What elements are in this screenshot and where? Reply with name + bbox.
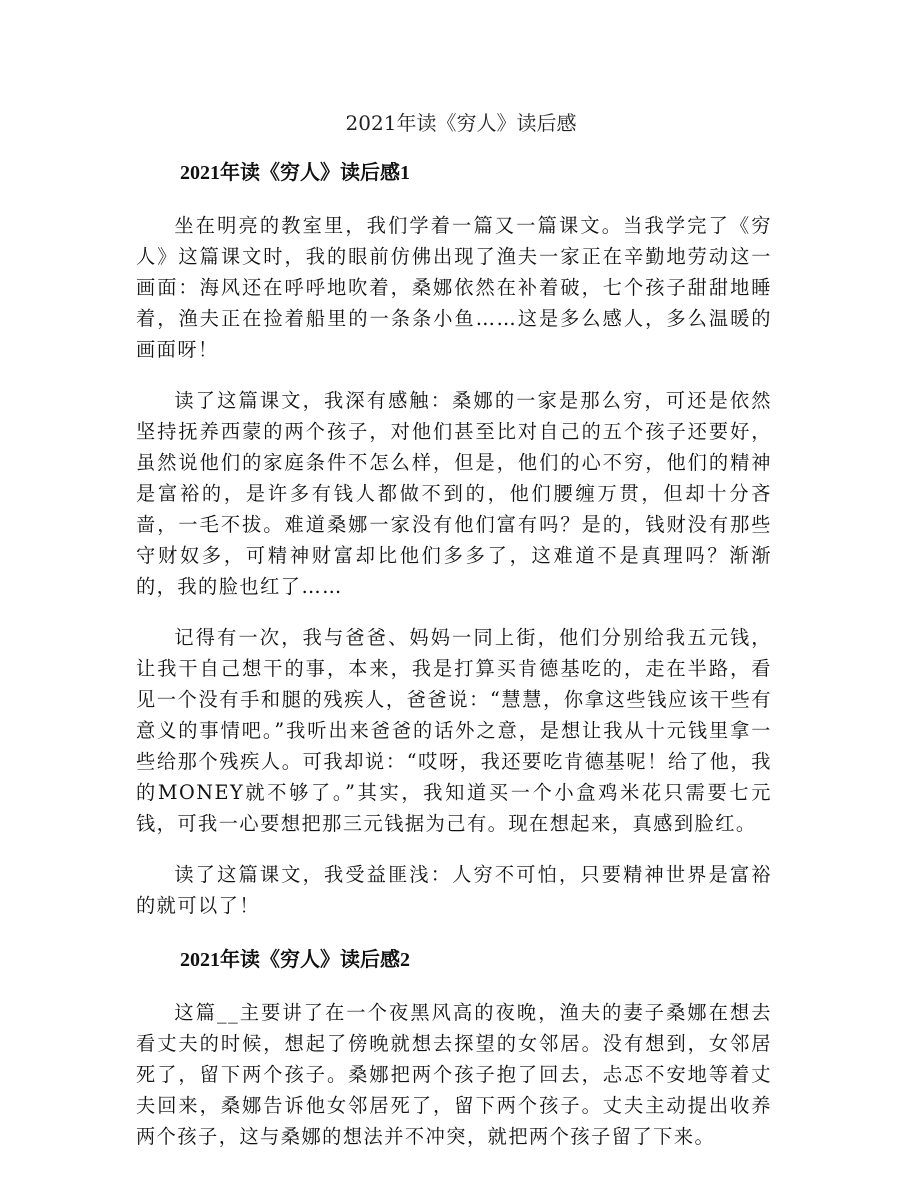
document-page (136, 108, 772, 1172)
section-heading: 2021年读《穷人》读后感1 (180, 162, 410, 184)
essay-section-1 (136, 158, 772, 921)
paragraph: 读了这篇课文，我受益匪浅：人穷不可怕，只要精神世界是富裕的就可以了！ (136, 863, 772, 917)
paragraph: 坐在明亮的教室里，我们学着一篇又一篇课文。当我学完了《穷人》这篇课文时，我的眼前仿佛出现了渔夫一家正在辛勤地劳动这一画面：海风还在呼呼地吹着，桑娜依然在补着破，七个孩子甜甜地睡着，渔夫正在捡着船里的一条条小鱼……这是多么感人，多么温暖的画面呀！ (136, 214, 772, 361)
document-title: 2021年读《穷人》读后感 (345, 111, 577, 135)
paragraph: 读了这篇课文，我深有感触：桑娜的一家是那么穷，可还是依然坚持抚养西蒙的两个孩子，对他们甚至比对自己的五个孩子还要好，虽然说他们的家庭条件不怎么样，但是，他们的心不穷，他们的精神是富裕的，是许多有钱人都做不到的，他们腰缠万贯，但却十分吝啬，一毛不拔。难道桑娜一家没有他们富有吗？是的，钱财没有那些守财奴多，可精神财富却比他们多多了，这难道不是真理吗？渐渐的，我的脸也红了…… (136, 389, 772, 598)
section-heading: 2021年读《穷人》读后感2 (180, 949, 410, 971)
essay-section-2 (136, 945, 772, 1152)
paragraph: 记得有一次，我与爸爸、妈妈一同上街，他们分别给我五元钱，让我干自己想干的事，本来，我是打算买肯德基吃的，走在半路，看见一个没有手和腿的残疾人，爸爸说：“慧慧，你拿这些钱应该干些有意义的事情吧。”我听出来爸爸的话外之意，是想让我从十元钱里拿一些给那个残疾人。可我却说：“哎呀，我还要吃肯德基呢！给了他，我的MONEY就不够了。”其实，我知道买一个小盒鸡米花只需要七元钱，可我一心要想把那三元钱据为己有。现在想起来，真感到脸红。 (136, 626, 772, 835)
paragraph: 这篇__主要讲了在一个夜黑风高的夜晚，渔夫的妻子桑娜在想去看丈夫的时候，想起了傍晚就想去探望的女邻居。没有想到，女邻居死了，留下两个孩子。桑娜把两个孩子抱了回去，忐忑不安地等着丈夫回来，桑娜告诉他女邻居死了，留下两个孩子。丈夫主动提出收养两个孩子，这与桑娜的想法并不冲突，就把两个孩子留了下来。 (136, 1001, 772, 1148)
